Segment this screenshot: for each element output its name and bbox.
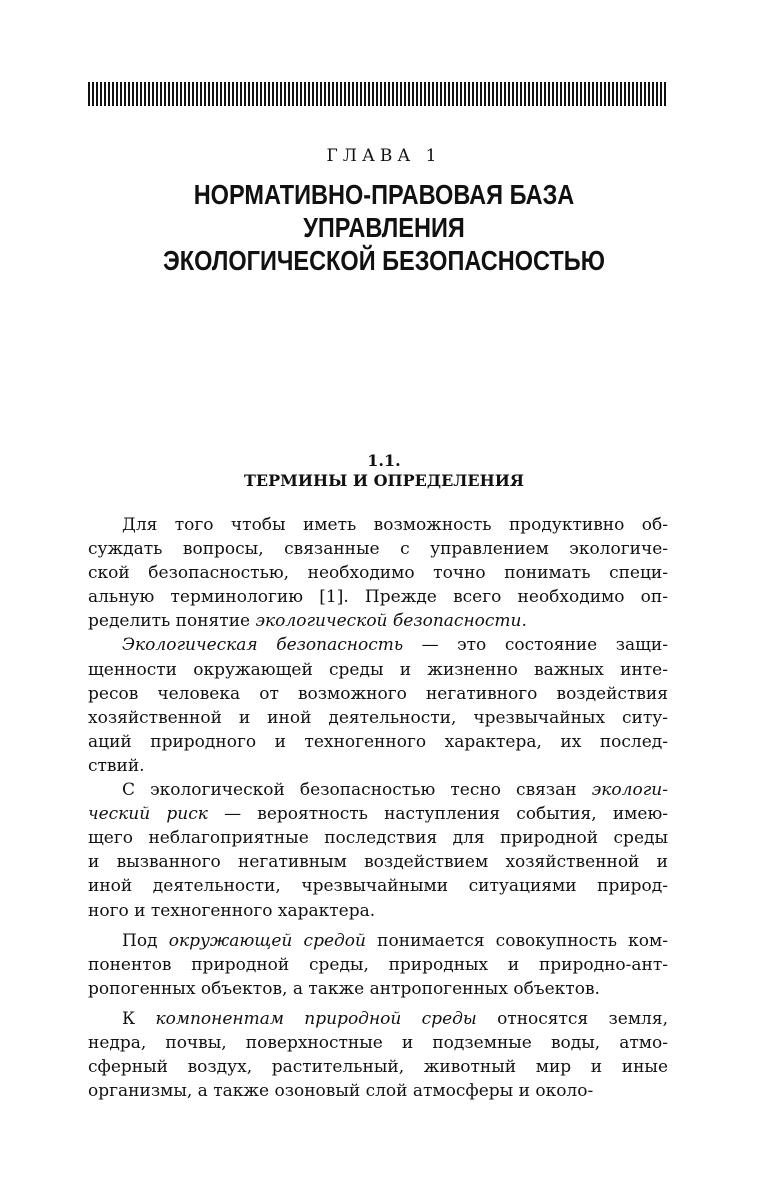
- italic-term: ческий риск: [88, 804, 208, 825]
- paragraph: [88, 778, 668, 923]
- section-title: ТЕРМИНЫ И ОПРЕДЕЛЕНИЯ: [244, 471, 524, 490]
- chapter-title-line: ЭКОЛОГИЧЕСКОЙ БЕЗОПАСНОСТЬЮ: [163, 245, 605, 276]
- italic-term: окружающей средой: [168, 930, 366, 951]
- italic-term: экологи-: [591, 780, 668, 801]
- body-text: [88, 513, 668, 1103]
- text-line: Экологическая безопасность — это состояние защи-: [122, 635, 668, 656]
- text-line: К компонентам природной среды относятся земля,: [122, 1008, 668, 1029]
- text-line: и вызванного негативным воздействием хозяйственной и: [88, 852, 668, 873]
- italic-term: экологической безопасности: [255, 611, 522, 632]
- text-line: щего неблагоприятные последствия для природной среды: [88, 828, 668, 849]
- section-number: 1.1.: [367, 451, 401, 470]
- chapter-title-line: НОРМАТИВНО-ПРАВОВАЯ БАЗА: [193, 179, 575, 210]
- text-line: С экологической безопасностью тесно связан экологи-: [122, 780, 668, 801]
- text-line: сферный воздух, растительный, животный мир и иные: [88, 1057, 668, 1078]
- text-line: Под окружающей средой понимается совокупность ком-: [122, 930, 668, 951]
- text-line: суждать вопросы, связанные с управлением экологиче-: [88, 539, 668, 560]
- italic-term: компонентам природной среды: [155, 1008, 477, 1029]
- paragraph: [88, 633, 668, 778]
- text-line: Для того чтобы иметь возможность продуктивно об-: [122, 515, 668, 535]
- paragraph: [88, 929, 668, 1001]
- text-line: ресов человека от возможного негативного воздействия: [88, 683, 668, 704]
- text-line: хозяйственной и иной деятельности, чрезвычайных ситу-: [88, 707, 668, 728]
- text-line: организмы, а также озоновый слой атмосферы и около-: [88, 1081, 594, 1102]
- chapter-label: ГЛАВА 1: [326, 146, 442, 166]
- text-line: ного и техногенного характера.: [88, 900, 376, 921]
- header-ornament-bar: [88, 82, 668, 106]
- chapter-title: [61, 178, 706, 277]
- text-line: альную терминологию [1]. Прежде всего необходимо оп-: [88, 587, 668, 608]
- text-line: ределить понятие экологической безопасности.: [88, 611, 527, 632]
- text-line: недра, почвы, поверхностные и подземные воды, атмо-: [88, 1032, 668, 1053]
- paragraph: [88, 513, 668, 633]
- chapter-title-line: УПРАВЛЕНИЯ: [303, 212, 465, 243]
- text-line: ческий риск — вероятность наступления события, имею-: [88, 804, 668, 825]
- text-line: аций природного и техногенного характера, их послед-: [88, 731, 668, 752]
- paragraph: [88, 1007, 668, 1103]
- text-line: щенности окружающей среды и жизненно важных инте-: [88, 659, 668, 680]
- text-line: ропогенных объектов, а также антропогенных объектов.: [88, 978, 600, 999]
- text-line: ской безопасностью, необходимо точно понимать специ-: [88, 563, 668, 584]
- italic-term: Экологическая безопасность: [122, 635, 404, 656]
- text-line: ствий.: [88, 755, 145, 776]
- text-line: понентов природной среды, природных и природно-ант-: [88, 954, 668, 975]
- text-line: иной деятельности, чрезвычайными ситуациями природ-: [88, 876, 668, 897]
